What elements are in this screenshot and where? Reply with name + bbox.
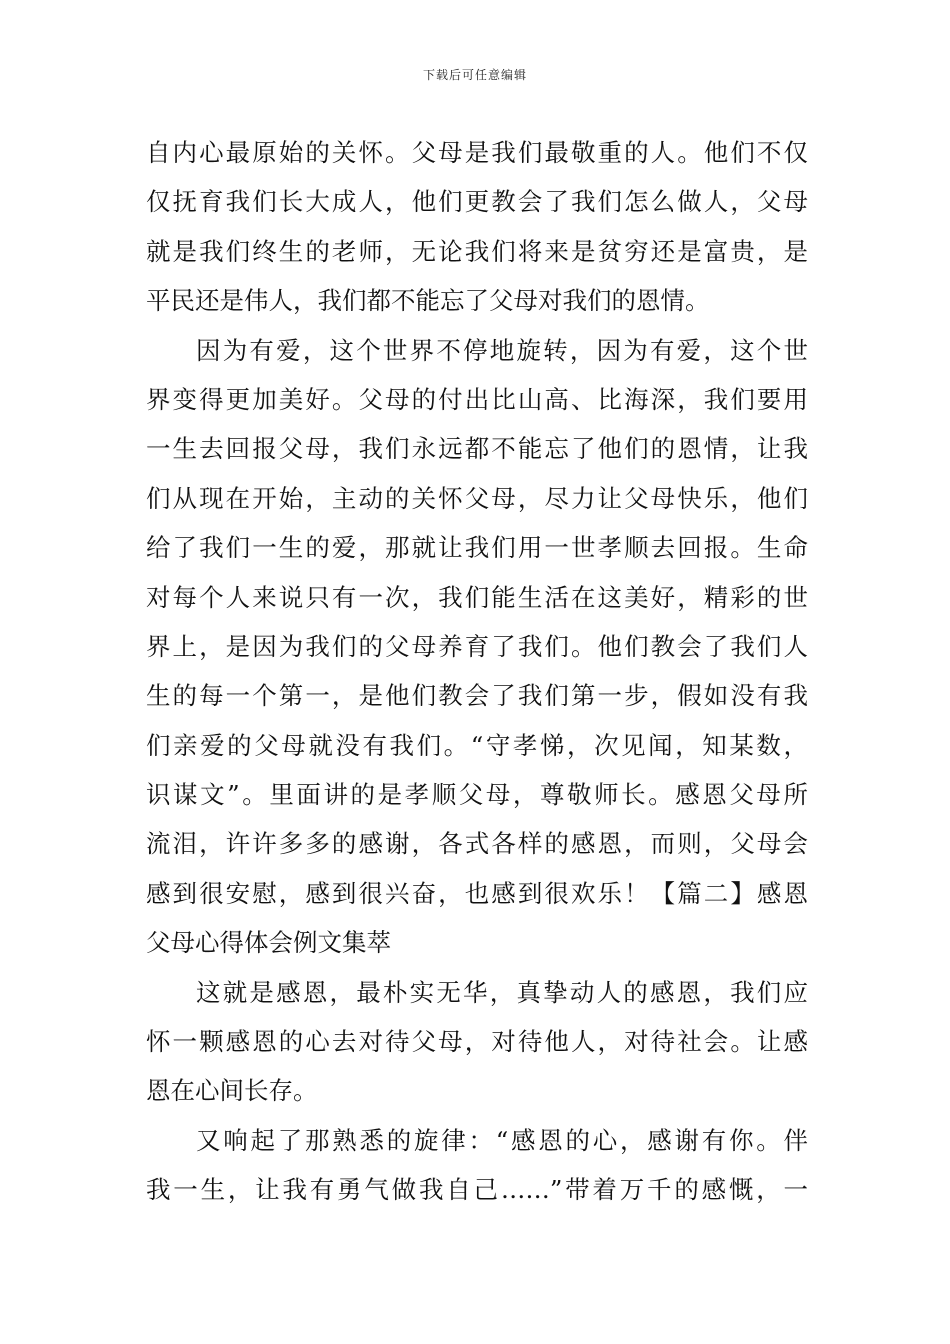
text-line: 生的每一个第一，是他们教会了我们第一步，假如没有我 — [146, 681, 808, 711]
text-line: 平民还是伟人，我们都不能忘了父母对我们的恩情。 — [146, 286, 710, 316]
text-line: 们从现在开始，主动的关怀父母，尽力让父母快乐，他们 — [146, 483, 808, 513]
text-line: 给了我们一生的爱，那就让我们用一世孝顺去回报。生命 — [146, 533, 808, 563]
text-line: 就是我们终生的老师，无论我们将来是贫穷还是富贵，是 — [146, 236, 808, 266]
text-line: 一生去回报父母，我们永远都不能忘了他们的恩情，让我 — [146, 434, 808, 464]
text-line: 又响起了那熟悉的旋律：“感恩的心，感谢有你。伴 — [196, 1125, 808, 1155]
text-line: 父母心得体会例文集萃 — [146, 928, 391, 958]
text-line: 识谋文”。里面讲的是孝顺父母，尊敬师长。感恩父母所 — [146, 780, 808, 810]
text-line: 我一生，让我有勇气做我自己……”带着万千的感慨，一 — [146, 1175, 808, 1205]
text-line: 流泪，许许多多的感谢，各式各样的感恩，而则，父母会 — [146, 829, 808, 859]
text-line: 们亲爱的父母就没有我们。“守孝悌，次见闻，知某数， — [146, 730, 808, 760]
text-line: 感到很安慰，感到很兴奋，也感到很欢乐！【篇二】感恩 — [146, 878, 808, 908]
text-line: 因为有爱，这个世界不停地旋转，因为有爱，这个世 — [196, 335, 808, 365]
text-line: 自内心最原始的关怀。父母是我们最敬重的人。他们不仅 — [146, 138, 808, 167]
text-line: 界变得更加美好。父母的付出比山高、比海深，我们要用 — [146, 384, 808, 414]
text-line: 恩在心间长存。 — [146, 1076, 318, 1106]
text-line: 界上，是因为我们的父母养育了我们。他们教会了我们人 — [146, 631, 808, 661]
document-body — [146, 128, 808, 1215]
page-header-note: 下载后可任意编辑 — [422, 68, 527, 82]
text-line: 对每个人来说只有一次，我们能生活在这美好，精彩的世 — [146, 582, 808, 612]
text-line: 这就是感恩，最朴实无华，真挚动人的感恩，我们应 — [196, 977, 808, 1007]
text-line: 仅抚育我们长大成人，他们更教会了我们怎么做人，父母 — [146, 187, 808, 217]
text-line: 怀一颗感恩的心去对待父母，对待他人，对待社会。让感 — [146, 1027, 808, 1057]
